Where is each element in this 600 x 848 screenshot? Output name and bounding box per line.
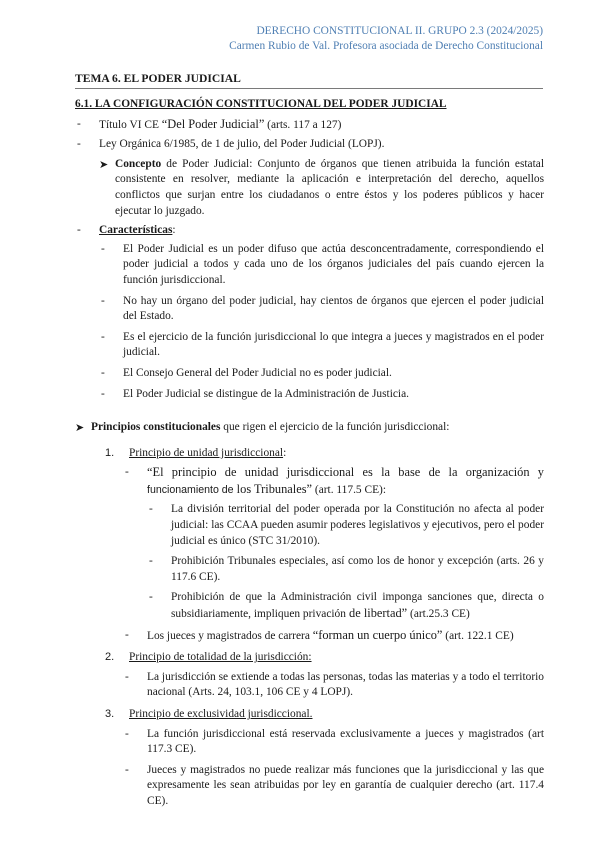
topic-title: TEMA 6. EL PODER JUDICIAL <box>75 72 543 89</box>
list-item: - La división territorial del poder operada por la Constitución no afecta al poder judicial: las CCAA pueden asumir poderes legislativos y ejecutivos, pero el poder judicial es único (STC 31/2010). <box>147 502 544 549</box>
list-item: - El Poder Judicial es un poder difuso que actúa desconcentradamente, correspondiendo el poder judicial a todos y cada uno de los órganos judiciales del país cuando ejercen la función jurisdiccional. <box>99 242 544 289</box>
principle-2-title: 2. Principio de totalidad de la jurisdicción: <box>105 651 312 664</box>
list-item: - No hay un órgano del poder judicial, hay cientos de órganos que ejercen el poder judicial del Estado. <box>99 294 544 325</box>
list-item: - Prohibición de que la Administración civil imponga sanciones que, directa o subsidiariamente, impliquen privación de libertad” (art.25.3 CE) <box>147 590 544 622</box>
caracteristicas-list <box>99 242 544 402</box>
list-item: - Título VI CE “Del Poder Judicial” (arts. 117 a 127) <box>75 117 544 134</box>
section-title: 6.1. LA CONFIGURACIÓN CONSTITUCIONAL DEL PODER JUDICIAL <box>75 98 447 110</box>
principle-3-title: 3. Principio de exclusividad jurisdiccional. <box>105 708 313 720</box>
list-item: - El Consejo General del Poder Judicial no es poder judicial. <box>99 366 544 382</box>
running-header <box>229 24 543 54</box>
concepto-paragraph: ➤ Concepto de Poder Judicial: Conjunto de órganos que tienen atribuida la función estatal consistente en resolver, mediante la aplicación e interpretación del derecho, aquellos conflictos que surjan entre los ciudadanos o entre éstos y los poderes públicos y hacer ejecutar lo juzgado. <box>99 157 544 219</box>
principios-heading: ➤ Principios constitucionales que rigen el ejercicio de la función jurisdiccional: <box>75 420 544 436</box>
caracteristicas-heading: - Características: <box>75 223 544 239</box>
principle-1-carrera: - Los jueces y magistrados de carrera “forman un cuerpo único” (art. 122.1 CE) <box>123 628 544 645</box>
list-item: - La jurisdicción se extiende a todas las personas, todas las materias y a todo el territorio nacional (Arts. 24, 103.1, 106 CE y 4 LOPJ). <box>123 670 544 701</box>
header-author: Carmen Rubio de Val. Profesora asociada de Derecho Constitucional <box>229 40 543 52</box>
list-item: - Jueces y magistrados no puede realizar más funciones que la jurisdiccional y las que expresamente les sean atribuidas por ley en garantía de cualquier derecho (art. 117.4 CE). <box>123 763 544 810</box>
list-item: - Es el ejercicio de la función jurisdiccional lo que integra a jueces y magistrados en el poder judicial. <box>99 330 544 361</box>
list-item: - La función jurisdiccional está reservada exclusivamente a jueces y magistrados (art 117.3 CE). <box>123 727 544 758</box>
list-item: - El Poder Judicial se distingue de la Administración de Justicia. <box>99 387 544 403</box>
list-item: - Ley Orgánica 6/1985, de 1 de julio, del Poder Judicial (LOPJ). <box>75 137 544 153</box>
header-course: DERECHO CONSTITUCIONAL II. GRUPO 2.3 (2024/2025) <box>256 25 543 37</box>
document-body <box>75 97 544 810</box>
principle-1-sublist <box>147 502 544 622</box>
principle-1-title: 1. Principio de unidad jurisdiccional: <box>105 446 287 459</box>
list-item: - Prohibición Tribunales especiales, así como los de honor y excepción (arts. 26 y 117.6 CE). <box>147 554 544 585</box>
principle-1-quote: - “El principio de unidad jurisdiccional es la base de la organización y funcionamiento de los Tribunales” (art. 117.5 CE): <box>123 465 544 498</box>
